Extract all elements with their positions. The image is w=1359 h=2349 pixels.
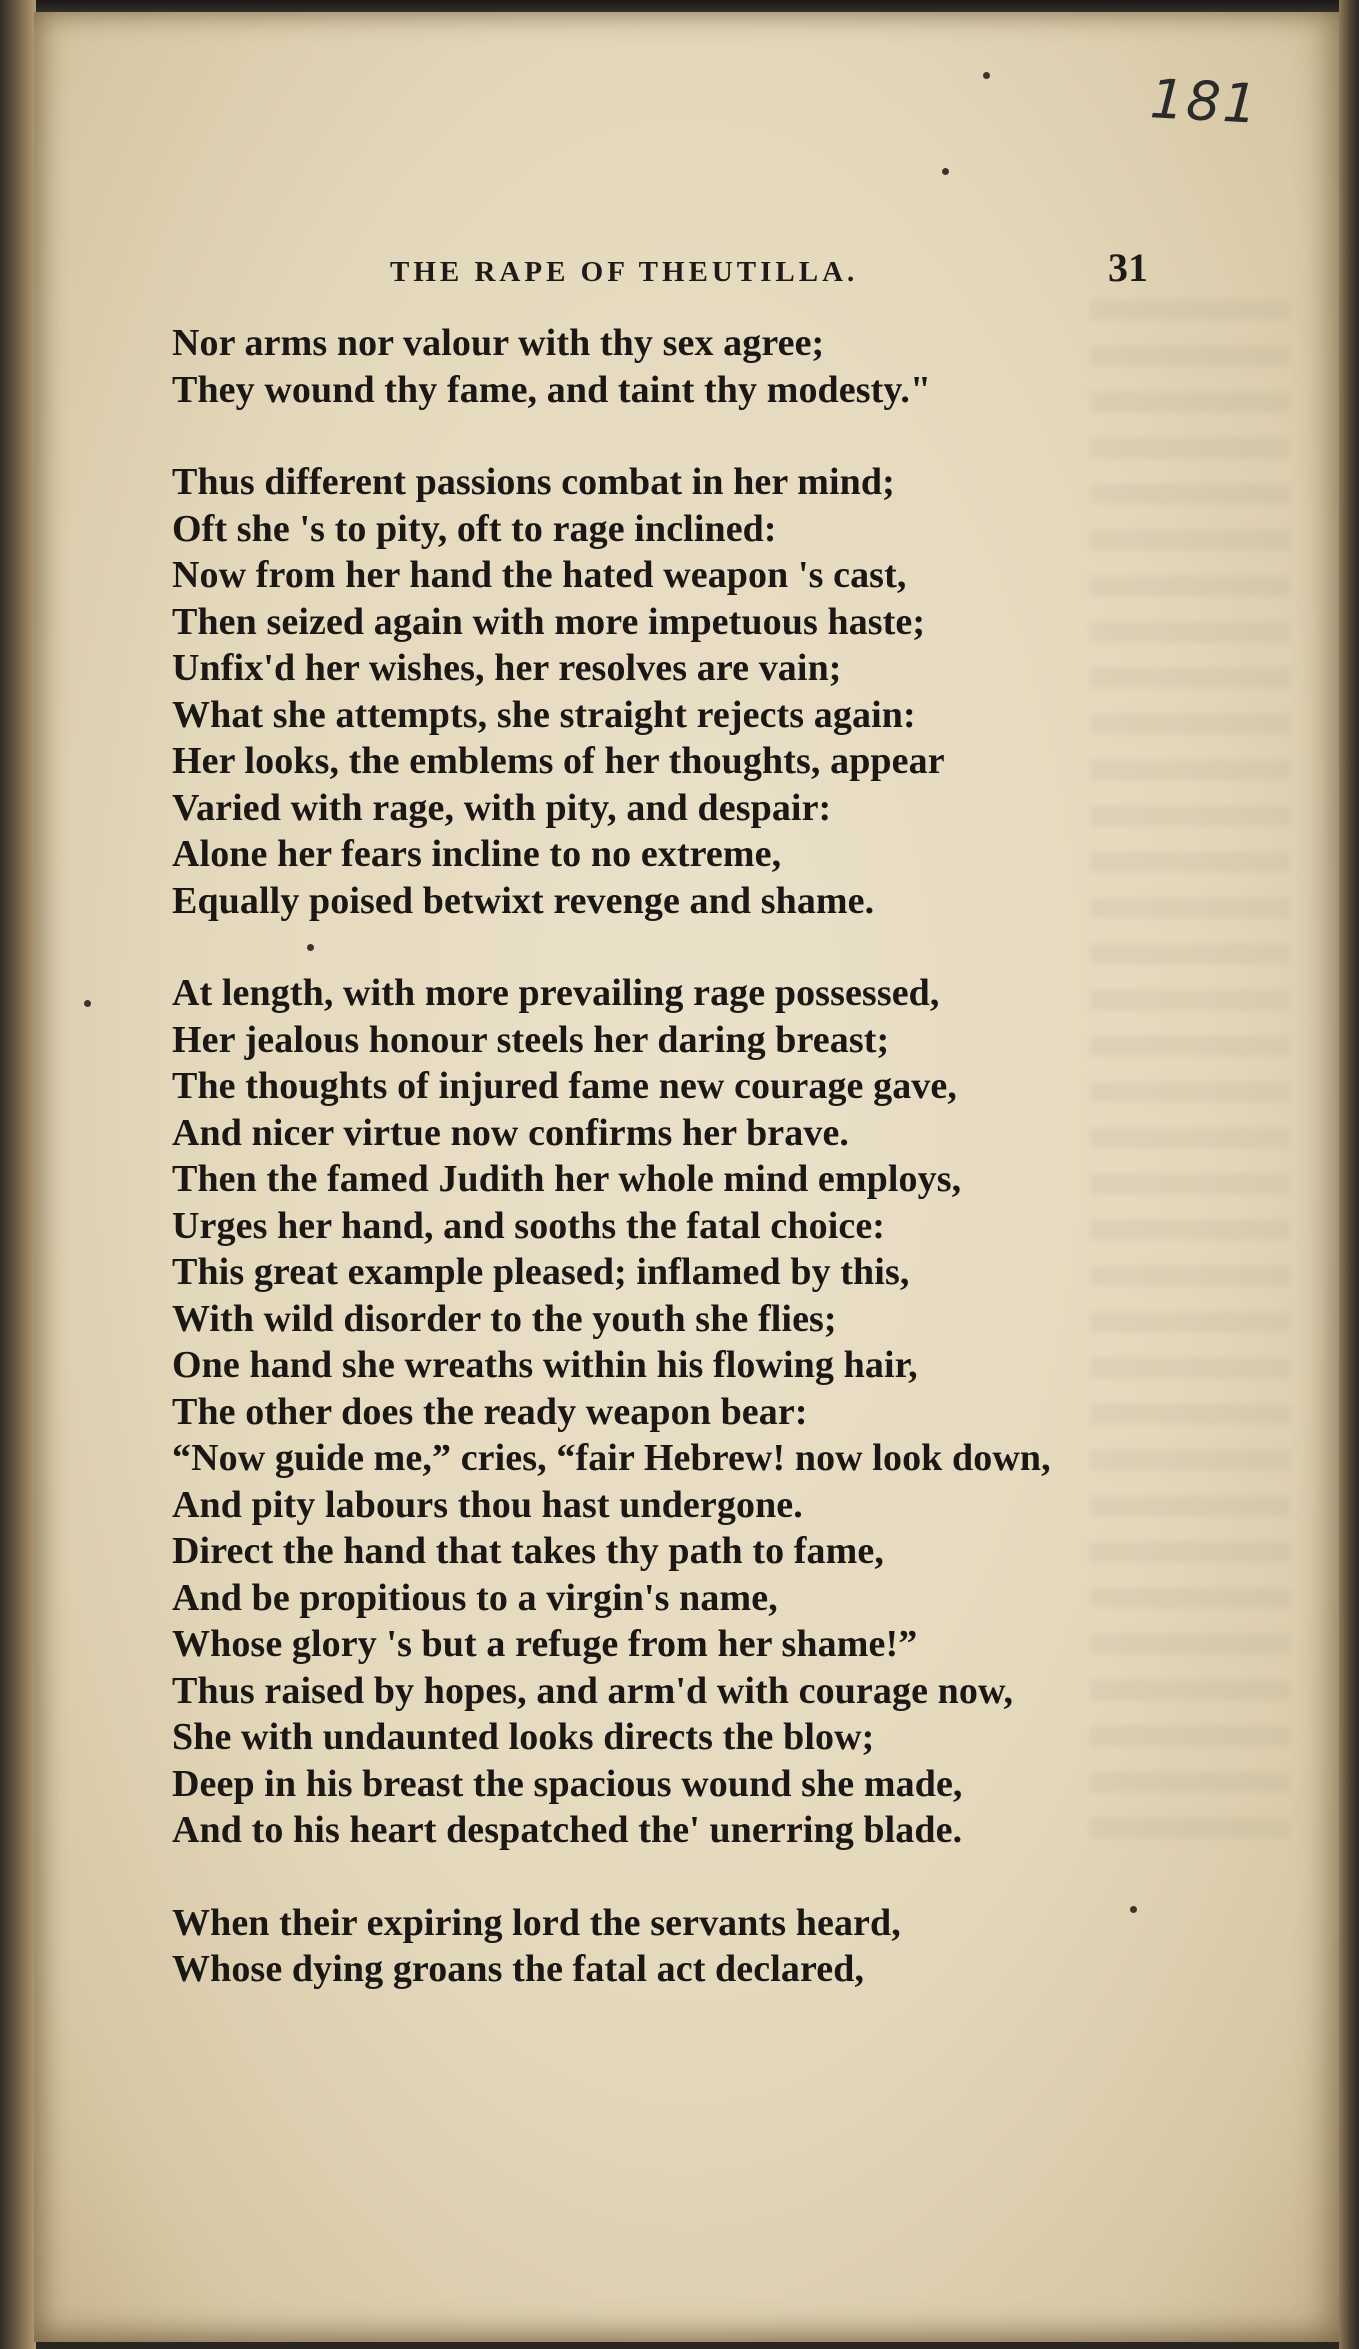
verse-line: Oft she 's to pity, oft to rage inclined: [172, 507, 777, 550]
verse-line: Urges her hand, and sooths the fatal choice: [172, 1204, 886, 1247]
handwritten-folio-number: 181 [1148, 67, 1261, 136]
ink-speck [942, 168, 949, 175]
page-number: 31 [1108, 245, 1148, 290]
ink-speck [307, 944, 314, 951]
verse-line: Unfix'd her wishes, her resolves are vain; [172, 647, 842, 689]
verse-line: Varied with rage, with pity, and despair: [172, 786, 832, 829]
verse-line: Whose dying groans the fatal act declared, [172, 1948, 865, 1990]
verse-line: This great example pleased; inflamed by this, [172, 1251, 910, 1293]
verse-line: Alone her fears incline to no extreme, [172, 833, 782, 875]
verse-line: What she attempts, she straight rejects again: [172, 693, 916, 736]
verse-line: The other does the ready weapon bear: [172, 1390, 808, 1433]
running-head: THE RAPE OF THEUTILLA. [390, 256, 859, 288]
verse-line: They wound thy fame, and taint thy modesty." [172, 368, 932, 411]
verse-line: Her looks, the emblems of her thoughts, appear [172, 740, 945, 782]
stanza [172, 459, 1182, 924]
verse-line: Deep in his breast the spacious wound she made, [172, 1762, 963, 1805]
verse-line: Then the famed Judith her whole mind employs, [172, 1158, 962, 1200]
verse-line: Whose glory 's but a refuge from her shame!” [172, 1623, 918, 1665]
verse-line: And be propitious to a virgin's name, [172, 1576, 778, 1619]
verse-line: At length, with more prevailing rage possessed, [172, 972, 940, 1014]
stanza [172, 1900, 1182, 1993]
verse-line: One hand she wreaths within his flowing hair, [172, 1344, 918, 1386]
ink-speck [84, 1000, 91, 1007]
ink-speck [983, 72, 990, 79]
verse-line: Now from her hand the hated weapon 's cast, [172, 554, 907, 596]
book-spine [0, 0, 36, 2349]
verse-line: Direct the hand that takes thy path to fame, [172, 1530, 884, 1572]
verse-line: Then seized again with more impetuous haste; [172, 600, 926, 643]
book-fore-edge [1339, 0, 1359, 2349]
verse-line: Her jealous honour steels her daring breast; [172, 1018, 890, 1061]
verse-line: Thus different passions combat in her mind; [172, 461, 895, 503]
verse-line: The thoughts of injured fame new courage gave, [172, 1065, 957, 1107]
verse-line: Nor arms nor valour with thy sex agree; [172, 322, 825, 364]
stanza [172, 970, 1182, 1854]
poem-text [172, 320, 1182, 2039]
verse-line: With wild disorder to the youth she flies; [172, 1297, 837, 1340]
verse-line: And nicer virtue now confirms her brave. [172, 1111, 850, 1154]
ink-speck [1130, 1906, 1137, 1913]
verse-line: And to his heart despatched the' unerring blade. [172, 1809, 963, 1851]
verse-line: Equally poised betwixt revenge and shame. [172, 879, 875, 922]
verse-line: And pity labours thou hast undergone. [172, 1483, 803, 1526]
verse-line: Thus raised by hopes, and arm'd with courage now, [172, 1669, 1014, 1712]
verse-line: When their expiring lord the servants heard, [172, 1901, 901, 1944]
verse-line: “Now guide me,” cries, “fair Hebrew! now look down, [172, 1437, 1051, 1479]
stanza [172, 320, 1182, 413]
verse-line: She with undaunted looks directs the blow; [172, 1716, 875, 1758]
